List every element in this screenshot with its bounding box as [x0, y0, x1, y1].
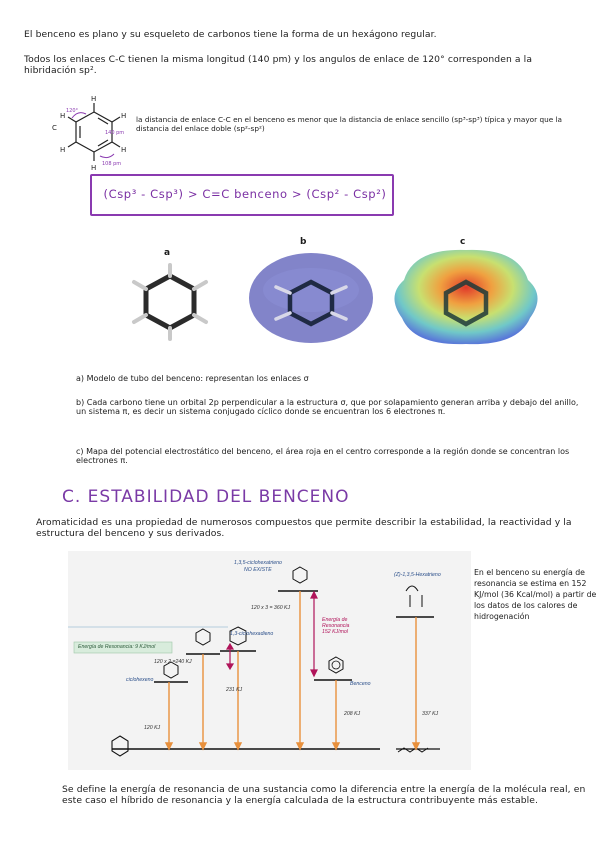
bond-length-paragraph: Todos los enlaces C-C tienen la misma longitud (140 pm) y los angulos de enlace de 120° corresponden a la hibridación sp².	[24, 54, 533, 76]
bond-comparison-box	[90, 174, 394, 216]
angle-label: 120°	[66, 108, 79, 114]
h-label: H	[60, 146, 66, 154]
label-no-existe: NO EXISTE	[244, 567, 272, 573]
benzene-structure-diagram	[42, 92, 130, 174]
h-label: H	[91, 164, 97, 172]
resonance-definition: Se define la energía de resonancia de una sustancia como la diferencia entre la energía de la molécula real, en este caso el híbrido de resonancia y la energía calculada de la estructura contribuyente más estable.	[62, 784, 586, 806]
pi-orbital-model-image	[246, 250, 376, 346]
label-resonance-9: Energía de Resonancia: 9 KJ/mol	[78, 644, 156, 650]
label-hexatriene-hypothetical: 1,3,5-ciclohexatrieno	[234, 560, 282, 566]
h-label: H	[91, 95, 97, 103]
label-cyclohexadiene: 1,3-ciclohexadieno	[230, 631, 274, 637]
model-b-label: b	[300, 237, 307, 247]
model-a-label: a	[164, 248, 171, 258]
aromaticity-paragraph: Aromaticidad es una propiedad de numerosos compuestos que permite describir la estabilidad, la reactividad y la estructura del benceno y sus derivados.	[36, 517, 572, 539]
h-label: H	[121, 146, 127, 154]
list-item-a: a) Modelo de tubo del benceno: representan los enlaces σ	[76, 374, 309, 383]
energy-208: 208 KJ	[344, 711, 361, 717]
intro-sentence: El benceno es plano y su esqueleto de carbonos tiene la forma de un hexágono regular.	[24, 29, 437, 40]
tube-model-image	[110, 262, 230, 342]
hydrogenation-energy-diagram	[68, 551, 471, 770]
resonance-side-note: En el benceno su energía de resonancia se estima en 152 KJ/mol (36 Kcal/mol) a partir de los datos de los calores de hidrogenación	[474, 568, 597, 621]
label-cyclohexene: ciclohexeno	[126, 677, 154, 683]
label-resonancia: Resonancia	[322, 623, 350, 629]
label-z-hexatriene: (Z)-1,3,5-Hexatrieno	[394, 572, 441, 578]
bond-distance-note: la distancia de enlace C-C en el benceno es menor que la distancia de enlace sencillo (sp³-sp³) típica y mayor que la distancia del enlace doble (sp²-sp²)	[136, 115, 563, 133]
calc-240: 120 x 2 =240 KJ	[154, 659, 192, 665]
label-benceno: Benceno	[350, 681, 371, 687]
label-res-152: 152 KJ/mol	[322, 629, 348, 635]
section-title: C. ESTABILIDAD DEL BENCENO	[62, 487, 350, 507]
label-energia-de: Energía de	[322, 617, 348, 623]
energy-337: 337 KJ	[422, 711, 439, 717]
electrostatic-potential-map-image	[384, 240, 548, 352]
h-label: H	[121, 112, 127, 120]
bond-length-108: 108 pm	[102, 161, 122, 167]
energy-120: 120 KJ	[144, 725, 161, 731]
list-item-c: c) Mapa del potencial electrostático del benceno, el área roja en el centro corresponde a la región donde se concentran los electrones π.	[76, 447, 570, 465]
list-item-b: b) Cada carbono tiene un orbital 2p perpendicular a la estructura σ, que por solapamiento generan arriba y debajo del anillo, un sistema π, es decir un sistema conjugado cíclico donde se encuentran los 6 electrones π.	[76, 398, 579, 416]
model-c-label: c	[460, 237, 466, 247]
c-label: C	[52, 124, 57, 132]
h-label: H	[60, 112, 66, 120]
bond-comparison-text: (Csp³ - Csp³) > C=C benceno > (Csp² - Csp²)	[103, 187, 387, 201]
bond-length-140: 140 pm	[105, 130, 125, 136]
calc-360: 120 x 3 = 360 KJ	[251, 605, 291, 611]
energy-231: 231 KJ	[226, 687, 243, 693]
